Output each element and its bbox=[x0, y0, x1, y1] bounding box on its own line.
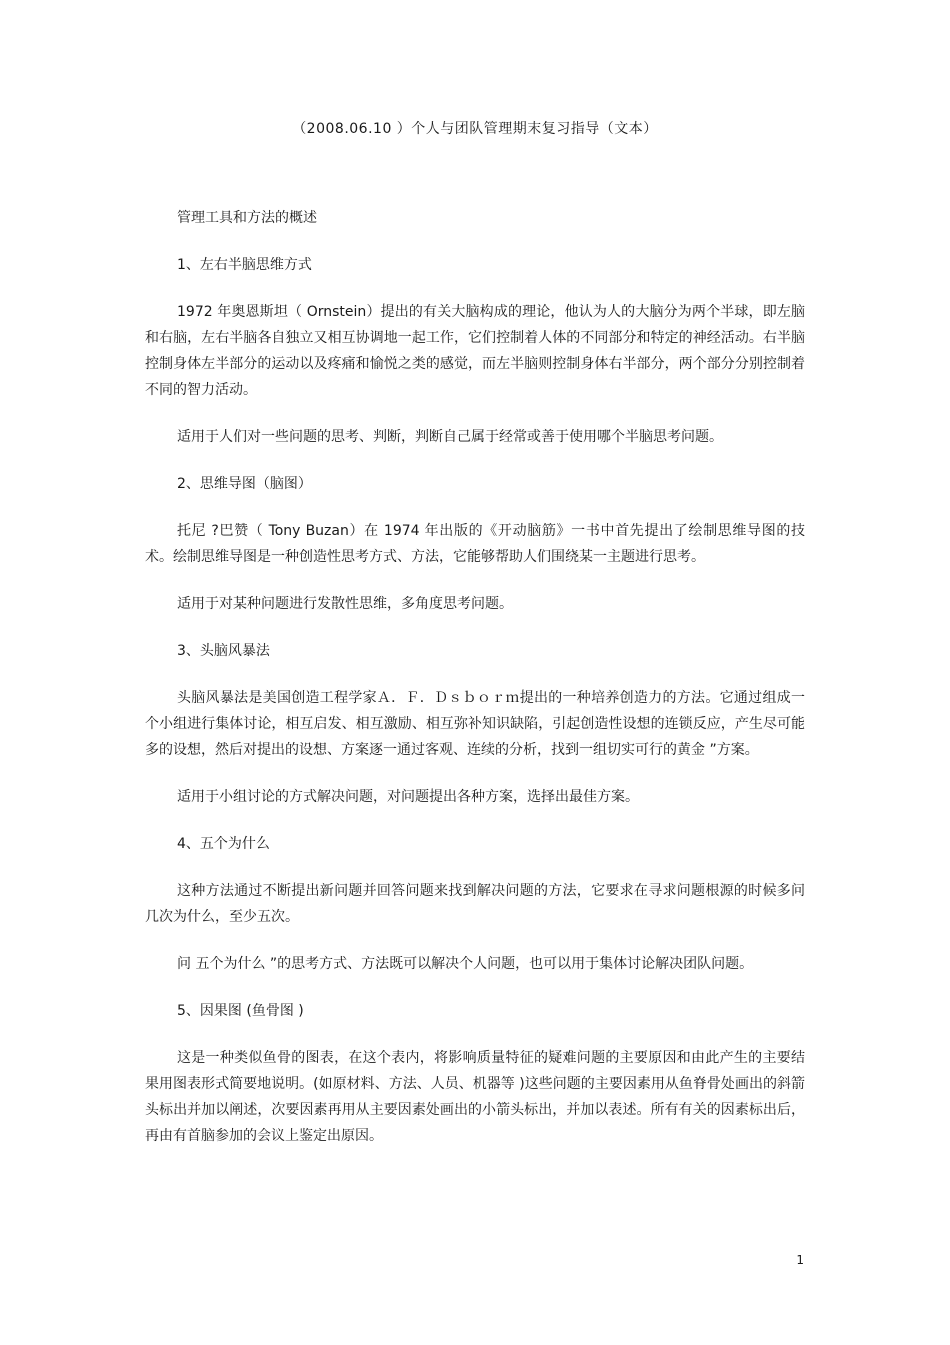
section-heading-fishbone: 5、因果图 (鱼骨图 ) bbox=[177, 1003, 304, 1019]
page-number: 1 bbox=[796, 1253, 804, 1267]
paragraph-five-whys-theory: 这种方法通过不断提出新问题并回答问题来找到解决问题的方法，它要求在寻求问题根源的时候多问几次为什么，至少五次。 bbox=[145, 883, 805, 925]
document-body bbox=[145, 205, 805, 1170]
paragraph-brain-usage: 适用于人们对一些问题的思考、判断，判断自己属于经常或善于使用哪个半脑思考问题。 bbox=[177, 429, 723, 445]
paragraph-mindmap-theory: 托尼 ?巴赞（ Tony Buzan）在 1974 年出版的《开动脑筋》一书中首先提出了绘制思维导图的技术。绘制思维导图是一种创造性思考方式、方法，它能够帮助人们围绕某一主题进行思考。 bbox=[145, 523, 805, 565]
section-heading-brain: 1、左右半脑思维方式 bbox=[177, 257, 312, 273]
section-heading-five-whys: 4、五个为什么 bbox=[177, 836, 270, 852]
document-title: （2008.06.10 ）个人与团队管理期末复习指导（文本） bbox=[292, 121, 658, 137]
paragraph-fishbone-theory: 这是一种类似鱼骨的图表，在这个表内，将影响质量特征的疑难问题的主要原因和由此产生的主要结果用图表形式简要地说明。(如原材料、方法、人员、机器等 )这些问题的主要因素用从鱼脊骨处画出的斜箭头标出并加以阐述，次要因素再用从主要因素处画出的小箭头标出，并加以表述。所有有关的因素标出后，再由有首脑参加的会议上鉴定出原因。 bbox=[145, 1050, 805, 1144]
paragraph-brainstorm-theory: 头脑风暴法是美国创造工程学家Ａ．Ｆ．Ｄｓｂｏｒｍ提出的一种培养创造力的方法。它通过组成一个小组进行集体讨论，相互启发、相互激励、相互弥补知识缺陷，引起创造性设想的连锁反应，产生尽可能多的设想，然后对提出的设想、方案逐一通过客观、连续的分析，找到一组切实可行的黄金 ”方案。 bbox=[145, 690, 805, 758]
paragraph-brainstorm-usage: 适用于小组讨论的方式解决问题，对问题提出各种方案，选择出最佳方案。 bbox=[177, 789, 639, 805]
paragraph-brain-theory: 1972 年奥恩斯坦（ Ornstein）提出的有关大脑构成的理论，他认为人的大脑分为两个半球，即左脑和右脑，左右半脑各自独立又相互协调地一起工作，它们控制着人体的不同部分和特定的神经活动。右半脑控制身体左半部分的运动以及疼痛和愉悦之类的感觉，而左半脑则控制身体右半部分，两个部分分别控制着不同的智力活动。 bbox=[145, 304, 805, 398]
section-heading-brainstorm: 3、头脑风暴法 bbox=[177, 643, 270, 659]
paragraph-mindmap-usage: 适用于对某种问题进行发散性思维，多角度思考问题。 bbox=[177, 596, 513, 612]
section-heading-overview: 管理工具和方法的概述 bbox=[177, 210, 317, 226]
paragraph-five-whys-usage: 问 五个为什么 ”的思考方式、方法既可以解决个人问题，也可以用于集体讨论解决团队问题。 bbox=[177, 956, 754, 972]
section-heading-mindmap: 2、思维导图（脑图） bbox=[177, 476, 312, 492]
